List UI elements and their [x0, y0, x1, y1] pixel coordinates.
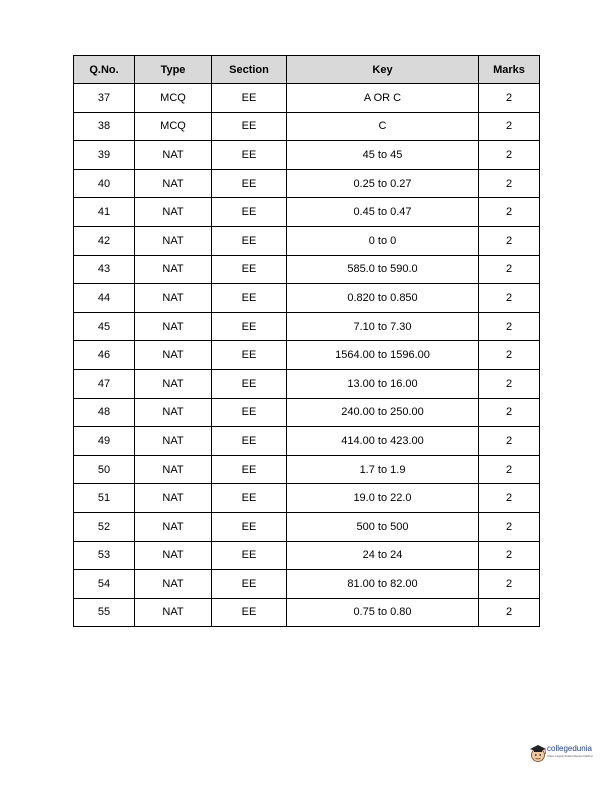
header-key: Key [287, 56, 479, 84]
cell-qno: 53 [74, 541, 135, 570]
cell-marks: 2 [479, 512, 540, 541]
cell-type: NAT [135, 455, 212, 484]
cell-section: EE [212, 484, 287, 513]
cell-marks: 2 [479, 369, 540, 398]
cell-marks: 2 [479, 598, 540, 627]
cell-type: NAT [135, 198, 212, 227]
cell-section: EE [212, 598, 287, 627]
header-type: Type [135, 56, 212, 84]
cell-key: 19.0 to 22.0 [287, 484, 479, 513]
cell-type: NAT [135, 141, 212, 170]
cell-qno: 41 [74, 198, 135, 227]
graduate-mascot-icon [529, 742, 547, 766]
table-row [74, 284, 540, 313]
cell-qno: 55 [74, 598, 135, 627]
cell-type: NAT [135, 484, 212, 513]
header-marks: Marks [479, 56, 540, 84]
cell-marks: 2 [479, 226, 540, 255]
table-header [74, 56, 540, 84]
cell-section: EE [212, 255, 287, 284]
cell-marks: 2 [479, 255, 540, 284]
cell-qno: 54 [74, 570, 135, 599]
cell-key: A OR C [287, 84, 479, 113]
cell-marks: 2 [479, 169, 540, 198]
cell-qno: 49 [74, 427, 135, 456]
table-row [74, 84, 540, 113]
cell-section: EE [212, 84, 287, 113]
cell-type: NAT [135, 570, 212, 599]
cell-qno: 52 [74, 512, 135, 541]
cell-section: EE [212, 541, 287, 570]
cell-key: 0.820 to 0.850 [287, 284, 479, 313]
cell-key: C [287, 112, 479, 141]
cell-marks: 2 [479, 141, 540, 170]
cell-type: NAT [135, 341, 212, 370]
cell-type: NAT [135, 398, 212, 427]
cell-key: 0 to 0 [287, 226, 479, 255]
cell-type: NAT [135, 541, 212, 570]
cell-section: EE [212, 112, 287, 141]
table-row [74, 141, 540, 170]
cell-key: 1.7 to 1.9 [287, 455, 479, 484]
cell-type: NAT [135, 312, 212, 341]
cell-qno: 42 [74, 226, 135, 255]
cell-qno: 39 [74, 141, 135, 170]
cell-type: NAT [135, 598, 212, 627]
cell-key: 0.25 to 0.27 [287, 169, 479, 198]
cell-section: EE [212, 398, 287, 427]
cell-qno: 50 [74, 455, 135, 484]
table-row [74, 455, 540, 484]
cell-marks: 2 [479, 455, 540, 484]
cell-key: 0.75 to 0.80 [287, 598, 479, 627]
table-row [74, 512, 540, 541]
cell-type: NAT [135, 512, 212, 541]
header-row [74, 56, 540, 84]
table-row [74, 226, 540, 255]
cell-section: EE [212, 427, 287, 456]
cell-marks: 2 [479, 84, 540, 113]
cell-type: MCQ [135, 84, 212, 113]
brand-tagline: India's Largest Student Review Platform [547, 755, 594, 758]
answer-key-table [73, 55, 540, 627]
cell-key: 414.00 to 423.00 [287, 427, 479, 456]
cell-marks: 2 [479, 541, 540, 570]
cell-section: EE [212, 341, 287, 370]
table-row [74, 598, 540, 627]
cell-key: 500 to 500 [287, 512, 479, 541]
cell-marks: 2 [479, 341, 540, 370]
table-row [74, 169, 540, 198]
table-row [74, 369, 540, 398]
cell-type: NAT [135, 226, 212, 255]
cell-key: 81.00 to 82.00 [287, 570, 479, 599]
cell-marks: 2 [479, 398, 540, 427]
cell-marks: 2 [479, 312, 540, 341]
cell-marks: 2 [479, 484, 540, 513]
cell-type: NAT [135, 169, 212, 198]
table-row [74, 312, 540, 341]
table-row [74, 398, 540, 427]
collegedunia-logo [529, 742, 609, 768]
cell-marks: 2 [479, 198, 540, 227]
table-row [74, 484, 540, 513]
cell-key: 0.45 to 0.47 [287, 198, 479, 227]
cell-key: 7.10 to 7.30 [287, 312, 479, 341]
cell-type: NAT [135, 284, 212, 313]
table-row [74, 112, 540, 141]
cell-qno: 37 [74, 84, 135, 113]
cell-qno: 43 [74, 255, 135, 284]
cell-key: 585.0 to 590.0 [287, 255, 479, 284]
table-row [74, 198, 540, 227]
cell-section: EE [212, 141, 287, 170]
cell-qno: 44 [74, 284, 135, 313]
table-row [74, 341, 540, 370]
table-row [74, 427, 540, 456]
cell-section: EE [212, 169, 287, 198]
header-section: Section [212, 56, 287, 84]
cell-section: EE [212, 570, 287, 599]
cell-qno: 47 [74, 369, 135, 398]
cell-qno: 45 [74, 312, 135, 341]
cell-key: 13.00 to 16.00 [287, 369, 479, 398]
cell-section: EE [212, 312, 287, 341]
cell-marks: 2 [479, 284, 540, 313]
header-qno: Q.No. [74, 56, 135, 84]
cell-section: EE [212, 455, 287, 484]
cell-section: EE [212, 226, 287, 255]
cell-section: EE [212, 369, 287, 398]
cell-section: EE [212, 284, 287, 313]
cell-key: 1564.00 to 1596.00 [287, 341, 479, 370]
table-row [74, 255, 540, 284]
cell-marks: 2 [479, 112, 540, 141]
cell-qno: 40 [74, 169, 135, 198]
brand-name: collegedunia [547, 744, 592, 753]
cell-qno: 48 [74, 398, 135, 427]
cell-type: MCQ [135, 112, 212, 141]
cell-key: 24 to 24 [287, 541, 479, 570]
cell-qno: 38 [74, 112, 135, 141]
cell-section: EE [212, 198, 287, 227]
table-body [74, 84, 540, 627]
table-row [74, 570, 540, 599]
cell-marks: 2 [479, 427, 540, 456]
cell-type: NAT [135, 427, 212, 456]
cell-type: NAT [135, 255, 212, 284]
cell-key: 45 to 45 [287, 141, 479, 170]
cell-marks: 2 [479, 570, 540, 599]
cell-qno: 46 [74, 341, 135, 370]
table-row [74, 541, 540, 570]
cell-qno: 51 [74, 484, 135, 513]
cell-key: 240.00 to 250.00 [287, 398, 479, 427]
cell-type: NAT [135, 369, 212, 398]
cell-section: EE [212, 512, 287, 541]
